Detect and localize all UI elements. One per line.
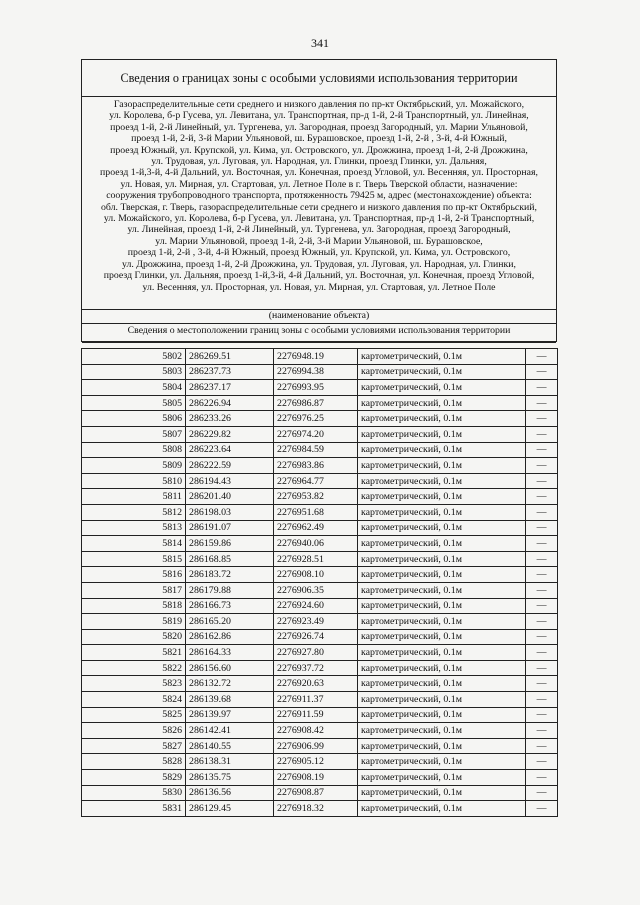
table-row [82, 660, 558, 676]
note-cell: — [526, 645, 558, 661]
x-coordinate-cell: 286164.33 [186, 645, 274, 661]
point-number-cell: 5818 [82, 598, 186, 614]
point-number-cell: 5824 [82, 692, 186, 708]
method-cell: картометрический, 0.1м [358, 676, 526, 692]
table-row [82, 629, 558, 645]
note-cell: — [526, 660, 558, 676]
x-coordinate-cell: 286183.72 [186, 567, 274, 583]
method-cell: картометрический, 0.1м [358, 785, 526, 801]
point-number-cell: 5804 [82, 380, 186, 396]
description-line: проезд 1-й, 2-й, 3-й Марии Ульяновой, ш. Бурашовское, проезд 1-й, 2-й , 3-й, 4-й Южный, [131, 133, 507, 145]
method-cell: картометрический, 0.1м [358, 645, 526, 661]
object-caption: (наименование объекта) [82, 309, 556, 324]
method-cell: картометрический, 0.1м [358, 364, 526, 380]
x-coordinate-cell: 286269.51 [186, 349, 274, 365]
table-row [82, 395, 558, 411]
y-coordinate-cell: 2276908.10 [274, 567, 358, 583]
point-number-cell: 5820 [82, 629, 186, 645]
note-cell: — [526, 395, 558, 411]
note-cell: — [526, 551, 558, 567]
method-cell: картометрический, 0.1м [358, 629, 526, 645]
table-row [82, 504, 558, 520]
y-coordinate-cell: 2276906.35 [274, 582, 358, 598]
description-line: проезд Южный, ул. Крупской, ул. Кима, ул. Островского, ул. Дрожжина, проезд 1-й, 2-й Дрожжина, [110, 144, 528, 156]
table-row [82, 707, 558, 723]
y-coordinate-cell: 2276911.37 [274, 692, 358, 708]
method-cell: картометрический, 0.1м [358, 707, 526, 723]
y-coordinate-cell: 2276983.86 [274, 458, 358, 474]
table-row [82, 520, 558, 536]
y-coordinate-cell: 2276940.06 [274, 536, 358, 552]
table-row [82, 426, 558, 442]
point-number-cell: 5828 [82, 754, 186, 770]
y-coordinate-cell: 2276928.51 [274, 551, 358, 567]
table-row [82, 473, 558, 489]
table-row [82, 692, 558, 708]
y-coordinate-cell: 2276951.68 [274, 504, 358, 520]
y-coordinate-cell: 2276918.32 [274, 801, 358, 817]
x-coordinate-cell: 286165.20 [186, 614, 274, 630]
y-coordinate-cell: 2276906.99 [274, 738, 358, 754]
method-cell: картометрический, 0.1м [358, 426, 526, 442]
description-line: ул. Королева, б-р Гусева, ул. Левитана, ул. Транспортная, пр-д 1-й, 2-й Транспортный, ул. Линейная, [109, 110, 529, 122]
method-cell: картометрический, 0.1м [358, 349, 526, 365]
note-cell: — [526, 582, 558, 598]
y-coordinate-cell: 2276923.49 [274, 614, 358, 630]
description-line: проезд 1-й,3-й, 4-й Дальний, ул. Восточная, ул. Конечная, проезд Угловой, ул. Весенняя, ул. Просторная, [100, 167, 538, 179]
description-line: обл. Тверская, г. Тверь, газораспределительные сети среднего и низкого давления по пр-кт Октябрьский, [101, 201, 537, 213]
y-coordinate-cell: 2276911.59 [274, 707, 358, 723]
point-number-cell: 5807 [82, 426, 186, 442]
method-cell: картометрический, 0.1м [358, 442, 526, 458]
point-number-cell: 5815 [82, 551, 186, 567]
x-coordinate-cell: 286139.68 [186, 692, 274, 708]
description-line: проезд Глинки, ул. Дальняя, проезд 1-й,3-й, 4-й Дальний, ул. Восточная, ул. Конечная, проезд Угловой, [103, 270, 535, 282]
point-number-cell: 5819 [82, 614, 186, 630]
table-row [82, 349, 558, 365]
point-number-cell: 5817 [82, 582, 186, 598]
point-number-cell: 5829 [82, 770, 186, 786]
note-cell: — [526, 380, 558, 396]
point-number-cell: 5826 [82, 723, 186, 739]
note-cell: — [526, 489, 558, 505]
x-coordinate-cell: 286168.85 [186, 551, 274, 567]
y-coordinate-cell: 2276948.19 [274, 349, 358, 365]
x-coordinate-cell: 286156.60 [186, 660, 274, 676]
x-coordinate-cell: 286198.03 [186, 504, 274, 520]
method-cell: картометрический, 0.1м [358, 380, 526, 396]
x-coordinate-cell: 286159.86 [186, 536, 274, 552]
description-line: Газораспределительные сети среднего и низкого давления по пр-кт Октябрьский, ул. Можайского, [113, 99, 525, 110]
note-cell: — [526, 629, 558, 645]
point-number-cell: 5808 [82, 442, 186, 458]
point-number-cell: 5823 [82, 676, 186, 692]
zone-info-frame [81, 59, 557, 342]
table-row [82, 785, 558, 801]
method-cell: картометрический, 0.1м [358, 520, 526, 536]
point-number-cell: 5822 [82, 660, 186, 676]
note-cell: — [526, 614, 558, 630]
table-row [82, 770, 558, 786]
method-cell: картометрический, 0.1м [358, 458, 526, 474]
y-coordinate-cell: 2276927.80 [274, 645, 358, 661]
table-row [82, 551, 558, 567]
method-cell: картометрический, 0.1м [358, 692, 526, 708]
description-line: проезд 1-й, 2-й , 3-й, 4-й Южный, проезд Южный, ул. Крупской, ул. Кима, ул. Островского, [127, 247, 511, 259]
method-cell: картометрический, 0.1м [358, 473, 526, 489]
description-line: проезд 1-й, 2-й Линейный, ул. Тургенева, ул. Загородная, проезд Загородный, ул. Марии Ульяновой, [110, 121, 528, 133]
note-cell: — [526, 349, 558, 365]
method-cell: картометрический, 0.1м [358, 551, 526, 567]
table-row [82, 411, 558, 427]
description-line: ул. Линейная, проезд 1-й, 2-й Линейный, ул. Тургенева, ул. Загородная, проезд Загородный, [127, 224, 511, 236]
y-coordinate-cell: 2276953.82 [274, 489, 358, 505]
method-cell: картометрический, 0.1м [358, 738, 526, 754]
x-coordinate-cell: 286226.94 [186, 395, 274, 411]
y-coordinate-cell: 2276984.59 [274, 442, 358, 458]
note-cell: — [526, 707, 558, 723]
point-number-cell: 5806 [82, 411, 186, 427]
y-coordinate-cell: 2276974.20 [274, 426, 358, 442]
note-cell: — [526, 442, 558, 458]
note-cell: — [526, 676, 558, 692]
x-coordinate-cell: 286140.55 [186, 738, 274, 754]
location-heading: Сведения о местоположении границ зоны с особыми условиями использования территории [82, 324, 556, 343]
method-cell: картометрический, 0.1м [358, 801, 526, 817]
table-row [82, 536, 558, 552]
y-coordinate-cell: 2276937.72 [274, 660, 358, 676]
y-coordinate-cell: 2276993.95 [274, 380, 358, 396]
point-number-cell: 5830 [82, 785, 186, 801]
table-row [82, 380, 558, 396]
point-number-cell: 5831 [82, 801, 186, 817]
point-number-cell: 5810 [82, 473, 186, 489]
x-coordinate-cell: 286142.41 [186, 723, 274, 739]
document-title: Сведения о границах зоны с особыми условиями использования территории [82, 60, 556, 97]
object-description [82, 97, 556, 309]
y-coordinate-cell: 2276964.77 [274, 473, 358, 489]
note-cell: — [526, 567, 558, 583]
note-cell: — [526, 364, 558, 380]
x-coordinate-cell: 286237.73 [186, 364, 274, 380]
table-row [82, 738, 558, 754]
note-cell: — [526, 770, 558, 786]
x-coordinate-cell: 286166.73 [186, 598, 274, 614]
table-row [82, 598, 558, 614]
note-cell: — [526, 692, 558, 708]
table-row [82, 364, 558, 380]
x-coordinate-cell: 286162.86 [186, 629, 274, 645]
description-line: ул. Марии Ульяновой, проезд 1-й, 2-й, 3-й Марии Ульяновой, ш. Бурашовское, [155, 235, 483, 247]
x-coordinate-cell: 286223.64 [186, 442, 274, 458]
method-cell: картометрический, 0.1м [358, 614, 526, 630]
y-coordinate-cell: 2276962.49 [274, 520, 358, 536]
method-cell: картометрический, 0.1м [358, 411, 526, 427]
y-coordinate-cell: 2276994.38 [274, 364, 358, 380]
description-line: ул. Дрожжина, проезд 1-й, 2-й Дрожжина, ул. Трудовая, ул. Луговая, ул. Народная, ул. Глинки, [122, 258, 516, 270]
table-row [82, 801, 558, 817]
note-cell: — [526, 536, 558, 552]
method-cell: картометрический, 0.1м [358, 395, 526, 411]
note-cell: — [526, 458, 558, 474]
point-number-cell: 5809 [82, 458, 186, 474]
y-coordinate-cell: 2276976.25 [274, 411, 358, 427]
method-cell: картометрический, 0.1м [358, 754, 526, 770]
x-coordinate-cell: 286139.97 [186, 707, 274, 723]
point-number-cell: 5816 [82, 567, 186, 583]
point-number-cell: 5825 [82, 707, 186, 723]
x-coordinate-cell: 286229.82 [186, 426, 274, 442]
note-cell: — [526, 785, 558, 801]
page-number: 341 [311, 36, 329, 50]
y-coordinate-cell: 2276926.74 [274, 629, 358, 645]
x-coordinate-cell: 286138.31 [186, 754, 274, 770]
note-cell: — [526, 598, 558, 614]
x-coordinate-cell: 286129.45 [186, 801, 274, 817]
x-coordinate-cell: 286237.17 [186, 380, 274, 396]
y-coordinate-cell: 2276908.19 [274, 770, 358, 786]
table-row [82, 723, 558, 739]
y-coordinate-cell: 2276905.12 [274, 754, 358, 770]
table-row [82, 458, 558, 474]
table-row [82, 614, 558, 630]
x-coordinate-cell: 286135.75 [186, 770, 274, 786]
point-number-cell: 5803 [82, 364, 186, 380]
x-coordinate-cell: 286191.07 [186, 520, 274, 536]
point-number-cell: 5805 [82, 395, 186, 411]
table-row [82, 645, 558, 661]
note-cell: — [526, 801, 558, 817]
table-row [82, 442, 558, 458]
x-coordinate-cell: 286201.40 [186, 489, 274, 505]
method-cell: картометрический, 0.1м [358, 536, 526, 552]
y-coordinate-cell: 2276908.42 [274, 723, 358, 739]
x-coordinate-cell: 286179.88 [186, 582, 274, 598]
point-number-cell: 5811 [82, 489, 186, 505]
method-cell: картометрический, 0.1м [358, 489, 526, 505]
description-line: ул. Весенняя, ул. Просторная, ул. Новая, ул. Мирная, ул. Стартовая, ул. Летное Поле [142, 281, 496, 293]
description-line: сооружения трубопроводного транспорта, протяженность 79425 м, адрес (местонахождение) объекта: [106, 190, 532, 202]
table-row [82, 582, 558, 598]
method-cell: картометрический, 0.1м [358, 598, 526, 614]
note-cell: — [526, 723, 558, 739]
method-cell: картометрический, 0.1м [358, 567, 526, 583]
description-line: ул. Трудовая, ул. Луговая, ул. Народная, ул. Глинки, проезд Глинки, ул. Дальняя, [151, 156, 487, 168]
point-number-cell: 5814 [82, 536, 186, 552]
x-coordinate-cell: 286194.43 [186, 473, 274, 489]
note-cell: — [526, 473, 558, 489]
note-cell: — [526, 520, 558, 536]
point-number-cell: 5813 [82, 520, 186, 536]
y-coordinate-cell: 2276920.63 [274, 676, 358, 692]
note-cell: — [526, 754, 558, 770]
method-cell: картометрический, 0.1м [358, 723, 526, 739]
x-coordinate-cell: 286136.56 [186, 785, 274, 801]
note-cell: — [526, 738, 558, 754]
y-coordinate-cell: 2276908.87 [274, 785, 358, 801]
x-coordinate-cell: 286132.72 [186, 676, 274, 692]
y-coordinate-cell: 2276924.60 [274, 598, 358, 614]
method-cell: картометрический, 0.1м [358, 504, 526, 520]
x-coordinate-cell: 286233.26 [186, 411, 274, 427]
x-coordinate-cell: 286222.59 [186, 458, 274, 474]
table-row [82, 754, 558, 770]
note-cell: — [526, 411, 558, 427]
table-row [82, 567, 558, 583]
method-cell: картометрический, 0.1м [358, 770, 526, 786]
method-cell: картометрический, 0.1м [358, 582, 526, 598]
table-row [82, 489, 558, 505]
description-line: ул. Можайского, ул. Королева, б-р Гусева, ул. Левитана, ул. Транспортная, пр-д 1-й, 2-й Транспортный, [103, 213, 535, 225]
point-number-cell: 5821 [82, 645, 186, 661]
point-number-cell: 5802 [82, 349, 186, 365]
description-line: ул. Новая, ул. Мирная, ул. Стартовая, ул. Летное Поле в г. Тверь Тверской области, назначение: [120, 178, 518, 190]
note-cell: — [526, 504, 558, 520]
note-cell: — [526, 426, 558, 442]
method-cell: картометрический, 0.1м [358, 660, 526, 676]
coordinates-table [81, 348, 558, 817]
y-coordinate-cell: 2276986.87 [274, 395, 358, 411]
point-number-cell: 5827 [82, 738, 186, 754]
point-number-cell: 5812 [82, 504, 186, 520]
table-row [82, 676, 558, 692]
